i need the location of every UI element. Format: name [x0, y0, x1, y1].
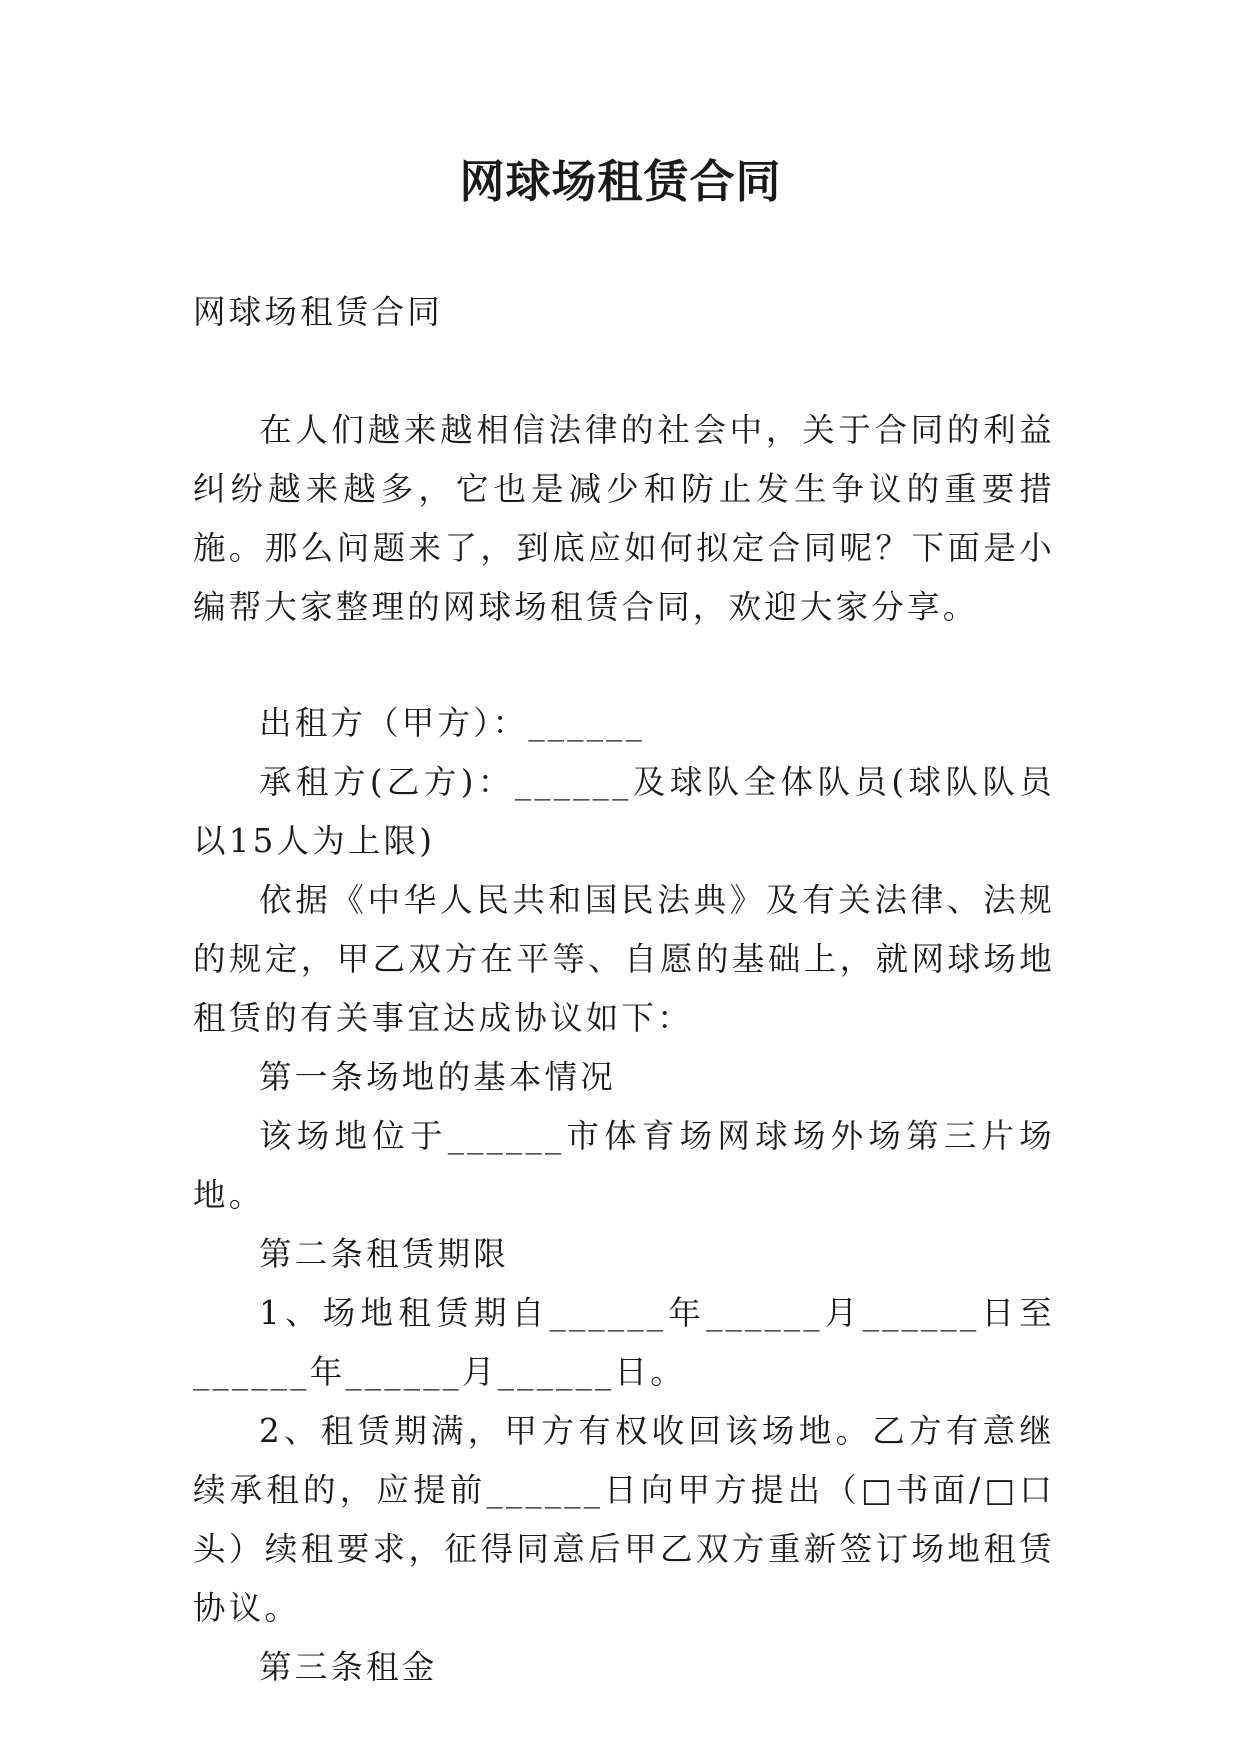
- article-2-clause-1: 1、场地租赁期自______年______月______日至______年______月______日。: [193, 1294, 1055, 1391]
- article-1-heading: 第一条场地的基本情况: [259, 1058, 617, 1096]
- article-3-heading: 第三条租金: [259, 1648, 438, 1686]
- document-title: 网球场租赁合同: [459, 155, 782, 208]
- lessee-line: 承租方(乙方)：______及球队全体队员(球队队员以15人为上限): [193, 763, 1055, 860]
- document-subtitle: 网球场租赁合同: [193, 293, 443, 331]
- article-1-content: 该场地位于______市体育场网球场外场第三片场地。: [193, 1117, 1055, 1214]
- intro-paragraph: 在人们越来越相信法律的社会中，关于合同的利益纠纷越来越多，它也是减少和防止发生争议的重要措施。那么问题来了，到底应如何拟定合同呢？下面是小编帮大家整理的网球场租赁合同，欢迎大家分享。: [193, 411, 1055, 626]
- lessor-line: 出租方（甲方）：______: [259, 704, 646, 742]
- legal-basis-paragraph: 依据《中华人民共和国民法典》及有关法律、法规的规定，甲乙双方在平等、自愿的基础上，就网球场地租赁的有关事宜达成协议如下：: [193, 881, 1055, 1037]
- article-2-clause-2: 2、租赁期满，甲方有权收回该场地。乙方有意继续承租的，应提前______日向甲方提出（□书面/□口头）续租要求，征得同意后甲乙双方重新签订场地租赁协议。: [193, 1412, 1055, 1627]
- contract-body: [193, 694, 1055, 1697]
- article-2-heading: 第二条租赁期限: [259, 1235, 509, 1273]
